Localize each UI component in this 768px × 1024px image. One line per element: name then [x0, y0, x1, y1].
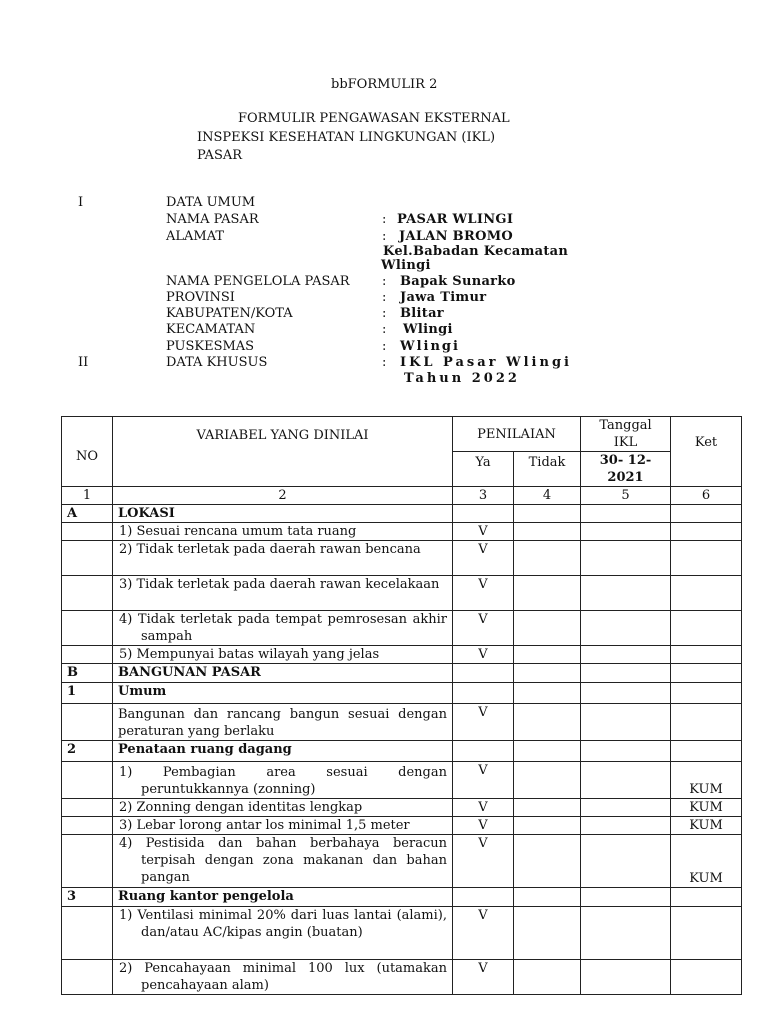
check-mark: V [453, 960, 514, 995]
check-mark: V [453, 835, 514, 888]
section-title: LOKASI [113, 505, 453, 523]
check-mark: V [453, 762, 514, 799]
table-row [62, 541, 742, 576]
puskesmas-value: Wlingi [400, 339, 460, 354]
item-text: 2) Pencahayaan minimal 100 lux (utamakan pencahayaan alam) [113, 960, 453, 995]
item-text: 4) Pestisida dan bahan berbahaya beracun terpisah dengan zona makanan dan bahan pangan [113, 835, 453, 888]
item-text: 1) Ventilasi minimal 20% dari luas lantai (alami), dan/atau AC/kipas angin (buatan) [113, 907, 453, 960]
kecamatan-row [0, 322, 768, 340]
table-row [62, 704, 742, 741]
alamat-label: ALAMAT [166, 229, 225, 244]
provinsi-label: PROVINSI [166, 290, 235, 305]
header-tanggal-line2: IKL [613, 435, 638, 450]
form-number: bbFORMULIR 2 [331, 77, 438, 92]
pengelola-label: NAMA PENGELOLA PASAR [166, 274, 350, 289]
col-number: 2 [113, 487, 453, 505]
section-number: I [78, 195, 84, 210]
colon: : [382, 212, 387, 227]
header-ya: Ya [453, 452, 514, 487]
check-mark: V [453, 611, 514, 646]
check-mark: V [453, 646, 514, 664]
header-ket: Ket [671, 417, 742, 487]
nama-pasar-value: PASAR WLINGI [397, 212, 514, 227]
item-text: 3) Tidak terletak pada daerah rawan kecelakaan [113, 576, 453, 611]
colon: : [382, 306, 387, 321]
table-row [62, 576, 742, 611]
nama-pasar-label: NAMA PASAR [166, 212, 259, 227]
check-mark: V [453, 704, 514, 741]
item-text: 1) Sesuai rencana umum tata ruang [113, 523, 453, 541]
ket-value: KUM [671, 835, 742, 888]
table-row [62, 907, 742, 960]
item-text: 2) Zonning dengan identitas lengkap [113, 799, 453, 817]
kabupaten-value: Blitar [400, 306, 444, 321]
puskesmas-label: PUSKESMAS [166, 339, 255, 354]
subsection-title: Ruang kantor pengelola [113, 888, 453, 907]
colon: : [382, 274, 387, 289]
item-text: 1) Pembagian area sesuai dengan peruntukkannya (zonning) [113, 762, 453, 799]
table-header-row [62, 417, 742, 452]
alamat-value-line2: Kel.Babadan Kecamatan [383, 244, 569, 259]
section-no: B [62, 664, 113, 683]
alamat-value-line3: Wlingi [381, 258, 431, 273]
col-number: 4 [514, 487, 581, 505]
check-mark: V [453, 907, 514, 960]
subsection-title: Umum [113, 683, 453, 704]
table-row [62, 799, 742, 817]
header-tanggal-date [581, 452, 671, 487]
table-row [62, 523, 742, 541]
colon: : [382, 322, 387, 337]
check-mark: V [453, 799, 514, 817]
data-khusus-value-line2: Tahun 2022 [404, 371, 520, 386]
check-mark: V [453, 541, 514, 576]
table-row [62, 611, 742, 646]
check-mark: V [453, 576, 514, 611]
pengelola-value: Bapak Sunarko [400, 274, 516, 289]
section-number: II [78, 355, 89, 370]
table-row [62, 817, 742, 835]
provinsi-value: Jawa Timur [400, 290, 487, 305]
colon: : [382, 290, 387, 305]
kecamatan-label: KECAMATAN [166, 322, 256, 337]
section-title: DATA UMUM [166, 195, 256, 210]
subsection-no: 3 [62, 888, 113, 907]
section-title: DATA KHUSUS [166, 355, 268, 370]
form-subtitle-pasar: PASAR [197, 148, 243, 163]
header-date-line2: 2021 [607, 470, 644, 485]
section-row [62, 505, 742, 523]
ket-value: KUM [671, 817, 742, 835]
ket-value: KUM [671, 799, 742, 817]
table-row [62, 960, 742, 995]
col-number: 5 [581, 487, 671, 505]
data-khusus-row-2 [0, 371, 768, 389]
column-number-row [62, 487, 742, 505]
item-text: 2) Tidak terletak pada daerah rawan bencana [113, 541, 453, 576]
check-mark: V [453, 817, 514, 835]
item-text: 3) Lebar lorong antar los minimal 1,5 meter [113, 817, 453, 835]
check-mark: V [453, 523, 514, 541]
section-title: BANGUNAN PASAR [113, 664, 453, 683]
header-no: NO [62, 417, 113, 487]
nama-pasar-row [0, 212, 768, 230]
ket-value: KUM [671, 762, 742, 799]
colon: : [382, 355, 387, 370]
colon: : [382, 339, 387, 354]
table-row [62, 762, 742, 799]
table-row [62, 646, 742, 664]
form-subtitle: INSPEKSI KESEHATAN LINGKUNGAN (IKL) [197, 130, 496, 145]
table-row [62, 835, 742, 888]
subsection-title: Penataan ruang dagang [113, 741, 453, 762]
data-khusus-value-line1: IKL Pasar Wlingi [400, 355, 572, 370]
data-umum-heading [0, 195, 768, 213]
col-number: 6 [671, 487, 742, 505]
subsection-row [62, 888, 742, 907]
section-no: A [62, 505, 113, 523]
header-tidak: Tidak [514, 452, 581, 487]
section-row [62, 664, 742, 683]
header-tanggal [581, 417, 671, 452]
item-text: 5) Mempunyai batas wilayah yang jelas [113, 646, 453, 664]
alamat-value-line1: JALAN BROMO [399, 229, 514, 244]
header-date-line1: 30- 12- [599, 453, 652, 468]
inspection-table [61, 416, 742, 995]
col-number: 3 [453, 487, 514, 505]
subsection-row [62, 741, 742, 762]
header-penilaian: PENILAIAN [453, 417, 581, 452]
subsection-no: 1 [62, 683, 113, 704]
item-text: Bangunan dan rancang bangun sesuai dengan peraturan yang berlaku [113, 704, 453, 741]
kabupaten-label: KABUPATEN/KOTA [166, 306, 293, 321]
header-variabel: VARIABEL YANG DINILAI [113, 417, 453, 487]
header-tanggal-line1: Tanggal [599, 418, 652, 433]
col-number: 1 [62, 487, 113, 505]
kecamatan-value: Wlingi [403, 322, 453, 337]
subsection-row [62, 683, 742, 704]
subsection-no: 2 [62, 741, 113, 762]
form-title: FORMULIR PENGAWASAN EKSTERNAL [238, 111, 510, 126]
item-text: 4) Tidak terletak pada tempat pemrosesan akhir sampah [113, 611, 453, 646]
colon: : [382, 229, 387, 244]
